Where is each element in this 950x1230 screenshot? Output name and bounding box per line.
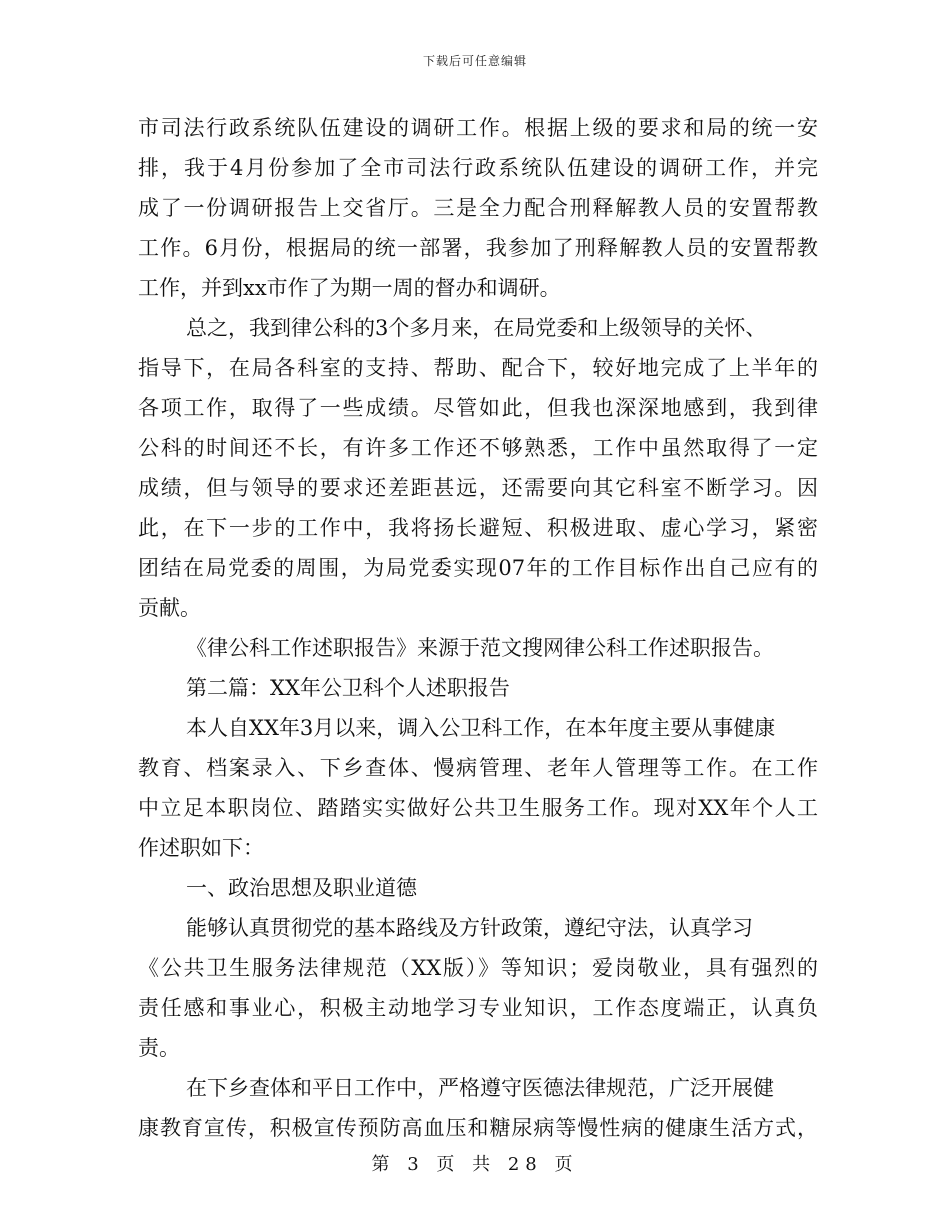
text-line: 成绩，但与领导的要求还差距甚远，还需要向其它科室不断学习。因 <box>138 476 818 500</box>
subsection-heading: 一、政治思想及职业道德 <box>186 876 417 900</box>
text-line: 教育、档案录入、下乡查体、慢病管理、老年人管理等工作。在工作 <box>138 756 818 780</box>
text-line: 排，我于4月份参加了全市司法行政系统队伍建设的调研工作，并完 <box>138 156 818 180</box>
text-line: 此，在下一步的工作中，我将扬长避短、积极进取、虚心学习，紧密 <box>138 516 818 540</box>
text-line: 市司法行政系统队伍建设的调研工作。根据上级的要求和局的统一安 <box>138 116 818 140</box>
text-line: 贡献。 <box>138 596 201 620</box>
paragraph-first-line: 本人自XX年3月以来，调入公卫科工作，在本年度主要从事健康 <box>186 716 776 740</box>
page-number: 第 3 页 共 28 页 <box>371 1154 579 1175</box>
text-line: 《公共卫生服务法律规范（XX版）》等知识；爱岗敬业，具有强烈的 <box>138 956 818 980</box>
text-line: 指导下，在局各科室的支持、帮助、配合下，较好地完成了上半年的 <box>138 356 818 380</box>
document-body <box>138 108 818 1148</box>
text-line: 中立足本职岗位、踏踏实实做好公共卫生服务工作。现对XX年个人工 <box>138 796 818 820</box>
paragraph-first-line: 在下乡查体和平日工作中，严格遵守医德法律规范，广泛开展健 <box>186 1076 774 1100</box>
text-line: 责任感和事业心，积极主动地学习专业知识，工作态度端正，认真负 <box>138 996 818 1020</box>
text-line: 公科的时间还不长，有许多工作还不够熟悉，工作中虽然取得了一定 <box>138 436 818 460</box>
text-line: 团结在局党委的周围，为局党委实现07年的工作目标作出自己应有的 <box>138 556 818 580</box>
text-line: 作述职如下： <box>138 836 264 860</box>
text-line: 工作，并到xx市作了为期一周的督办和调研。 <box>138 276 561 300</box>
source-note: 《律公科工作述职报告》来源于范文搜网律公科工作述职报告。 <box>186 636 774 660</box>
paragraph-first-line: 能够认真贯彻党的基本路线及方针政策，遵纪守法，认真学习 <box>186 916 753 940</box>
text-line: 康教育宣传，积极宣传预防高血压和糖尿病等慢性病的健康生活方式， <box>138 1116 818 1140</box>
page-header: 下载后可任意编辑 <box>422 54 527 68</box>
text-line: 成了一份调研报告上交省厅。三是全力配合刑释解教人员的安置帮教 <box>138 196 818 220</box>
section-title: 第二篇：XX年公卫科个人述职报告 <box>186 676 510 700</box>
text-line: 各项工作，取得了一些成绩。尽管如此，但我也深深地感到，我到律 <box>138 396 818 420</box>
text-line: 责。 <box>138 1036 180 1060</box>
text-line: 工作。6月份，根据局的统一部署，我参加了刑释解教人员的安置帮教 <box>138 236 818 260</box>
paragraph-first-line: 总之，我到律公科的3个多月来，在局党委和上级领导的关怀、 <box>186 316 767 340</box>
